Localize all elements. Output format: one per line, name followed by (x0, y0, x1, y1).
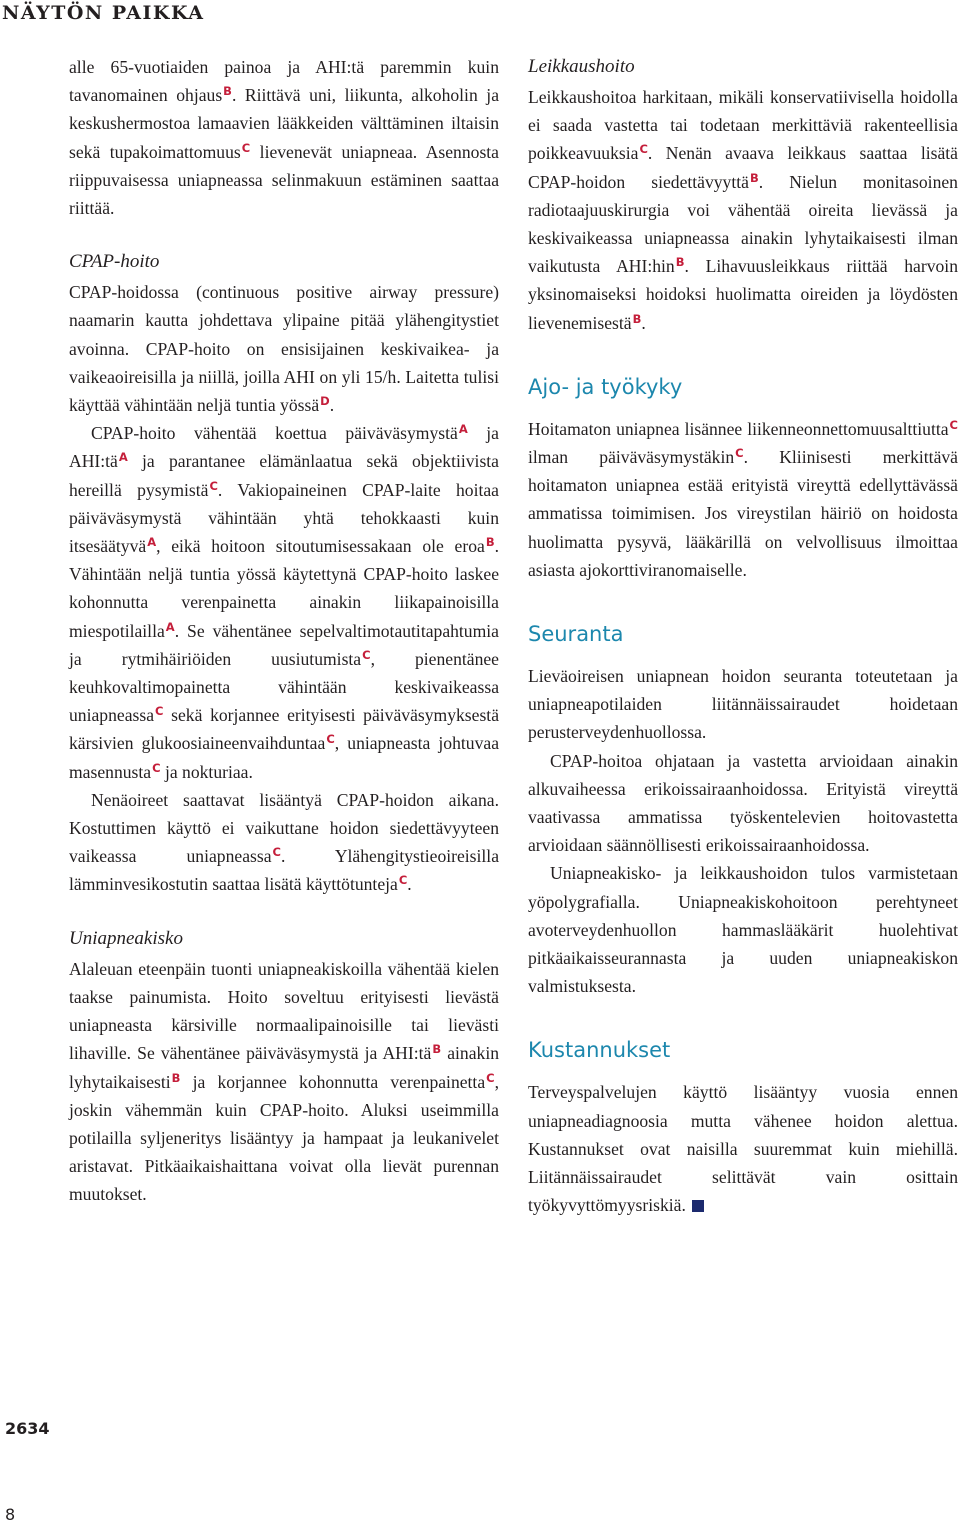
evidence-level-marker: C (362, 647, 371, 662)
paragraph: Leikkaushoitoa harkitaan, mikäli konservatiivisella hoidolla ei saada vastetta tai todetaan merkittäviä rakenteellisia poikkeavuuksia$^C$. Nenän avaava leikkaus saattaa lisätä CPAP-hoidon siedettävyyttä$^B$. Nielun monitasoinen radiotaajuuskirurgia voi vähentää oireita lievässä ja keskivaikeassa uniapneassa ainakin lyhytaikaisesti ilman vaikutusta AHI:hin$^B$. Lihavuusleikkaus riittää harvoin yksinomaiseksi hoidoksi huolimatta oireiden ja löydösten lievenemisestä$^B$. (528, 87, 958, 333)
evidence-level-marker: B (171, 1070, 181, 1085)
evidence-level-marker: B (485, 535, 495, 550)
paragraph: CPAP-hoidossa (continuous positive airway pressure) naamarin kautta johdettava ylipaine pitää ylähengitystiet avoinna. CPAP-hoito on ensisijainen keskivaikea- ja vaikeaoireisilla ja niillä, joilla AHI on yli 15/h. Laitetta tulisi käyttää vähintään neljä tuntia yössä$^D$. (69, 282, 499, 416)
paragraph: Lieväoireisen uniapnean hoidon seuranta toteutetaan ja uniapneapotilaiden liitännäissairaudet hoidetaan perusterveydenhuollossa. (528, 666, 958, 743)
paragraph (528, 1078, 958, 1219)
paragraph: alle 65-vuotiaiden painoa ja AHI:tä paremmin kuin tavanomainen ohjaus$^B$. Riittävä uni, liikunta, alkoholin ja keskushermostoa lamaavien lääkkeiden välttäminen iltaisin sekä tupakoimattomuus$^C$ lievenevät uniapneaa. Asennosta riippuvaisessa uniapneassa selinmakuun estäminen saattaa riittää. (69, 57, 499, 219)
evidence-level-marker: A (147, 535, 157, 550)
paragraph: CPAP-hoito vähentää koettua päiväväsymystä$^A$ ja $AHI:tä^A$ ja parantanee elämänlaatua sekä objektiivista hereillä pysymistä$^C$. Vakiopaineinen CPAP-laite hoitaa päiväväsymystä vähintään yhtä tehokkaasti kuin itsesäätyvä$^A$, eikä hoitoon sitoutumisessakaan ole eroa$^B$. Vähintään neljä tuntia yössä käytettynä CPAP-hoito laskee kohonnutta verenpainetta ainakin liikapainoisilla miespotilailla$^A$. Se vähentänee sepelvaltimotautitapahtumia ja rytmihäiriöiden uusiutumista$^C$, pienentänee keuhkovaltimopainetta vähintään keskivaikeassa uniapneassa$^C$ sekä korjannee erityisesti päiväväsymyksestä kärsivien glukoosiaineenvaihduntaa$^C$, uniapneasta johtuvaa masennusta$^C$ ja nokturiaa. (69, 422, 500, 782)
running-head: NÄYTÖN PAIKKA (2, 2, 205, 24)
evidence-level-marker: C (639, 142, 648, 157)
paragraph: Uniapneakisko- ja leikkaushoidon tulos varmistetaan yöpolygrafialla. Uniapneakiskohoitoon perehtyneet avoterveydenhuollon hammaslääkärit huolehtivat pitkäaikaisseurannasta ja uuden uniapneakiskon valmistuksesta. (528, 863, 958, 997)
end-mark-icon (692, 1200, 704, 1212)
right-column (528, 53, 958, 1220)
evidence-level-marker: B (749, 170, 759, 185)
evidence-level-marker: C (209, 478, 218, 493)
section-heading-seuranta: Seuranta (528, 622, 624, 647)
evidence-level-marker: B (675, 255, 685, 270)
evidence-level-marker: C (152, 760, 161, 775)
evidence-level-marker: A (165, 619, 175, 634)
evidence-level-marker: C (155, 704, 164, 719)
evidence-level-marker: A (118, 450, 128, 465)
subheading-uniapneakisko: Uniapneakisko (69, 927, 183, 949)
subheading-leikkaushoito: Leikkaushoito (528, 56, 635, 77)
evidence-level-marker: C (398, 873, 408, 888)
evidence-level-marker: B (632, 311, 642, 326)
evidence-level-marker: B (223, 84, 232, 99)
left-column (69, 53, 499, 1209)
evidence-level-marker: C (241, 140, 251, 155)
section-heading-ajo: Ajo- ja työkyky (528, 374, 683, 399)
paragraph: CPAP-hoitoa ohjataan ja vastetta arvioidaan ainakin alkuvaiheessa erikoissairaanhoidossa. Erityistä vireyttä vaativassa ammatissa työskentelevien hoitovastetta arvioidaan säännöllisesti erikoissairaanhoidossa. (528, 750, 958, 856)
folio: 8 (5, 1505, 16, 1524)
evidence-level-marker: D (320, 394, 330, 409)
evidence-level-marker: C (326, 732, 335, 747)
evidence-level-marker: C (949, 417, 958, 432)
evidence-level-marker: B (432, 1042, 442, 1057)
evidence-level-marker: C (735, 446, 744, 461)
paragraph: Alaleuan eteenpäin tuonti uniapneakiskoilla vähentää kielen taakse painumista. Hoito soveltuu erityisesti lievästä uniapneasta kärsiville normaalipainoisille tai lievästi lihaville. Se vähentänee päiväväsymystä ja $AHI:tä^B$ ainakin lyhytaikaisesti$^B$ ja korjannee kohonnutta verenpainetta$^C$, joskin vähemmän kuin CPAP-hoito. Aluksi useimmilla potilailla syljeneritys lisääntyy ja hampaat ja leukanivelet aristavat. Pitkäaikaishaittana voivat olla lievät purennan muutokset. (69, 958, 499, 1205)
paragraph: Nenäoireet saattavat lisääntyä CPAP-hoidon aikana. Kostuttimen käyttö ei vaikuttane hoidon siedettävyyteen vaikeassa uniapneassa$^C$. Ylähengitystieoireisilla lämminvesikostutin saattaa lisätä käyttötunteja$^C$. (69, 789, 499, 895)
section-heading-kustannukset: Kustannukset (528, 1038, 671, 1063)
paragraph-text: Terveyspalvelujen käyttö lisääntyy vuosia ennen uniapneadiagnoosia mutta vähenee hoidon alettua. Kustannukset ovat naisilla suuremmat kuin miehillä. Liitännäissairaudet selittävät vain osittain työkyvyttömyysriskiä. (528, 1082, 958, 1216)
subheading-cpap: CPAP-hoito (69, 251, 160, 273)
paragraph: Hoitamaton uniapnea lisännee liikenneonnettomuusalttiutta$^C$ ilman päiväväsymystäkin$^C$. Kliinisesti merkittävä hoitamaton uniapnea estää erityistä vireyttä edellyttävässä ammatissa toimimisen. Jos vireystilan häiriö on hoidosta huolimatta pysyvä, lääkärillä on velvollisuus ilmoittaa asiasta ajokorttiviranomaiselle. (528, 417, 958, 580)
evidence-level-marker: C (486, 1070, 495, 1085)
evidence-level-marker: C (272, 845, 281, 860)
evidence-level-marker: A (458, 422, 468, 437)
page-number: 2634 (5, 1419, 50, 1438)
